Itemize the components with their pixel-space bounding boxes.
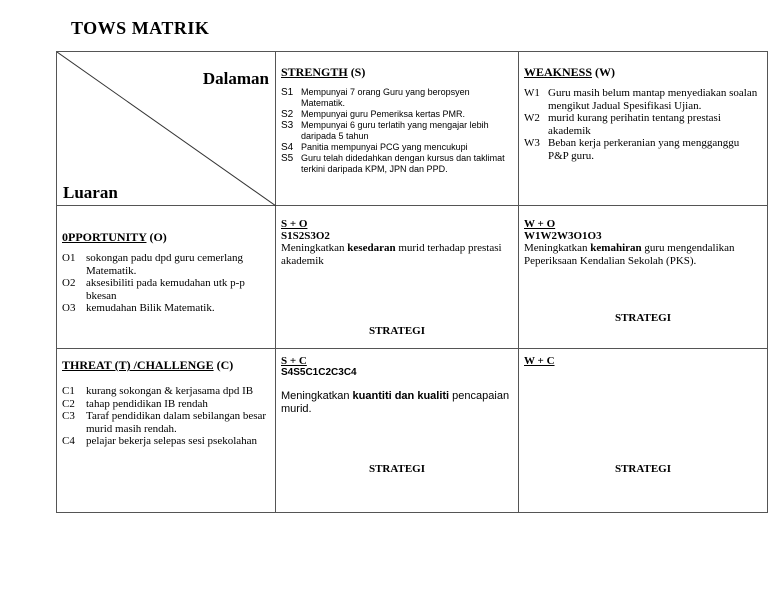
corner-cell [57, 52, 276, 206]
item-text: Beban kerja perkeranian yang mengganggu P&P guru. [548, 137, 740, 162]
wo-codes: W1W2W3O1O3 [524, 230, 602, 242]
list-item [62, 398, 269, 411]
item-text: Panitia mempunyai PCG yang mencukupi [301, 142, 468, 152]
item-text: murid kurang perihatin tentang prestasi akademik [548, 112, 721, 137]
strength-list [281, 87, 512, 175]
item-text: sokongan padu dpd guru cemerlang Matematik. [86, 252, 244, 277]
list-item [281, 87, 512, 109]
opportunity-heading: 0PPORTUNITY (O) [62, 230, 167, 244]
item-text: pelajar bekerja selepas sesi psekolahan [86, 435, 258, 447]
item-text: Guru telah didedahkan dengan kursus dan taklimat terkini daripada KPM, JPN dan PPD. [301, 153, 505, 174]
so-label: S + O [281, 218, 308, 230]
luaran-label: Luaran [63, 183, 118, 202]
strength-heading: STRENGTH (S) [281, 65, 366, 79]
item-code: S4 [281, 142, 294, 153]
weakness-cell [519, 52, 768, 206]
tows-matrix-table [56, 51, 768, 513]
sc-strategi: STRATEGI [368, 463, 426, 475]
weakness-list [524, 87, 761, 162]
sc-label: S + C [281, 355, 307, 367]
item-code: W3 [524, 137, 540, 149]
opportunity-cell [57, 206, 276, 349]
list-item [281, 153, 512, 175]
wo-strategi: STRATEGI [614, 312, 672, 324]
list-item [62, 252, 269, 277]
item-code: C1 [62, 385, 75, 397]
item-code: S2 [281, 109, 294, 120]
item-text: Taraf pendidikan dalam sebilangan besar murid masih rendah. [86, 410, 267, 435]
item-code: S1 [281, 87, 294, 98]
item-text: aksesibiliti pada kemudahan utk p-p bkesan [86, 277, 245, 302]
list-item [62, 410, 269, 435]
item-code: O2 [62, 277, 76, 289]
list-item [281, 120, 512, 142]
sc-description: Meningkatkan kuantiti dan kualiti pencapaian murid. [281, 390, 510, 415]
so-description: Meningkatkan kesedaran murid terhadap prestasi akademik [281, 242, 502, 267]
threat-list [62, 385, 269, 448]
so-strategi: STRATEGI [368, 325, 426, 337]
item-code: C2 [62, 397, 75, 410]
wo-cell [519, 206, 768, 349]
item-text: Mempunyai 6 guru terlatih yang mengajar lebih daripada 5 tahun [301, 120, 489, 141]
list-item [524, 87, 761, 112]
list-item [281, 142, 512, 153]
item-code: S5 [281, 153, 294, 164]
list-item [524, 112, 761, 137]
wc-strategi: STRATEGI [614, 463, 672, 475]
wo-description: Meningkatkan kemahiran guru mengendalikan Peperiksaan Kendalian Sekolah (PKS). [524, 242, 735, 267]
weakness-heading: WEAKNESS (W) [524, 65, 616, 79]
item-code: W1 [524, 87, 540, 99]
item-text: kurang sokongan & kerjasama dpd IB [86, 385, 254, 397]
list-item [524, 137, 761, 162]
item-code: C4 [62, 435, 75, 447]
item-code: S3 [281, 120, 294, 131]
sc-cell [276, 349, 519, 513]
threat-cell [57, 349, 276, 513]
so-cell [276, 206, 519, 349]
page-title: TOWS MATRIK [71, 18, 210, 38]
so-codes: S1S2S3O2 [281, 230, 330, 242]
wo-label: W + O [524, 218, 556, 230]
item-code: O3 [62, 302, 76, 314]
list-item [62, 385, 269, 398]
sc-codes: S4S5C1C2C3C4 [281, 367, 357, 378]
opportunity-list [62, 252, 269, 315]
item-text: tahap pendidikan IB rendah [86, 397, 208, 410]
item-code: C3 [62, 410, 75, 422]
item-text: Mempunyai 7 orang Guru yang beropsyen Matematik. [301, 87, 470, 108]
wc-cell [519, 349, 768, 513]
list-item [62, 302, 269, 315]
item-code: W2 [524, 112, 540, 124]
wc-label: W + C [524, 355, 555, 367]
item-code: O1 [62, 252, 76, 264]
threat-heading: THREAT (T) /CHALLENGE (C) [62, 358, 234, 372]
item-text: kemudahan Bilik Matematik. [86, 302, 215, 314]
strength-cell [276, 52, 519, 206]
list-item [62, 435, 269, 448]
dalaman-label: Dalaman [202, 69, 269, 88]
list-item [281, 109, 512, 120]
list-item [62, 277, 269, 302]
item-text: Mempunyai guru Pemeriksa kertas PMR. [301, 109, 466, 119]
item-text: Guru masih belum mantap menyediakan soalan mengikut Jadual Spesifikasi Ujian. [548, 87, 758, 112]
